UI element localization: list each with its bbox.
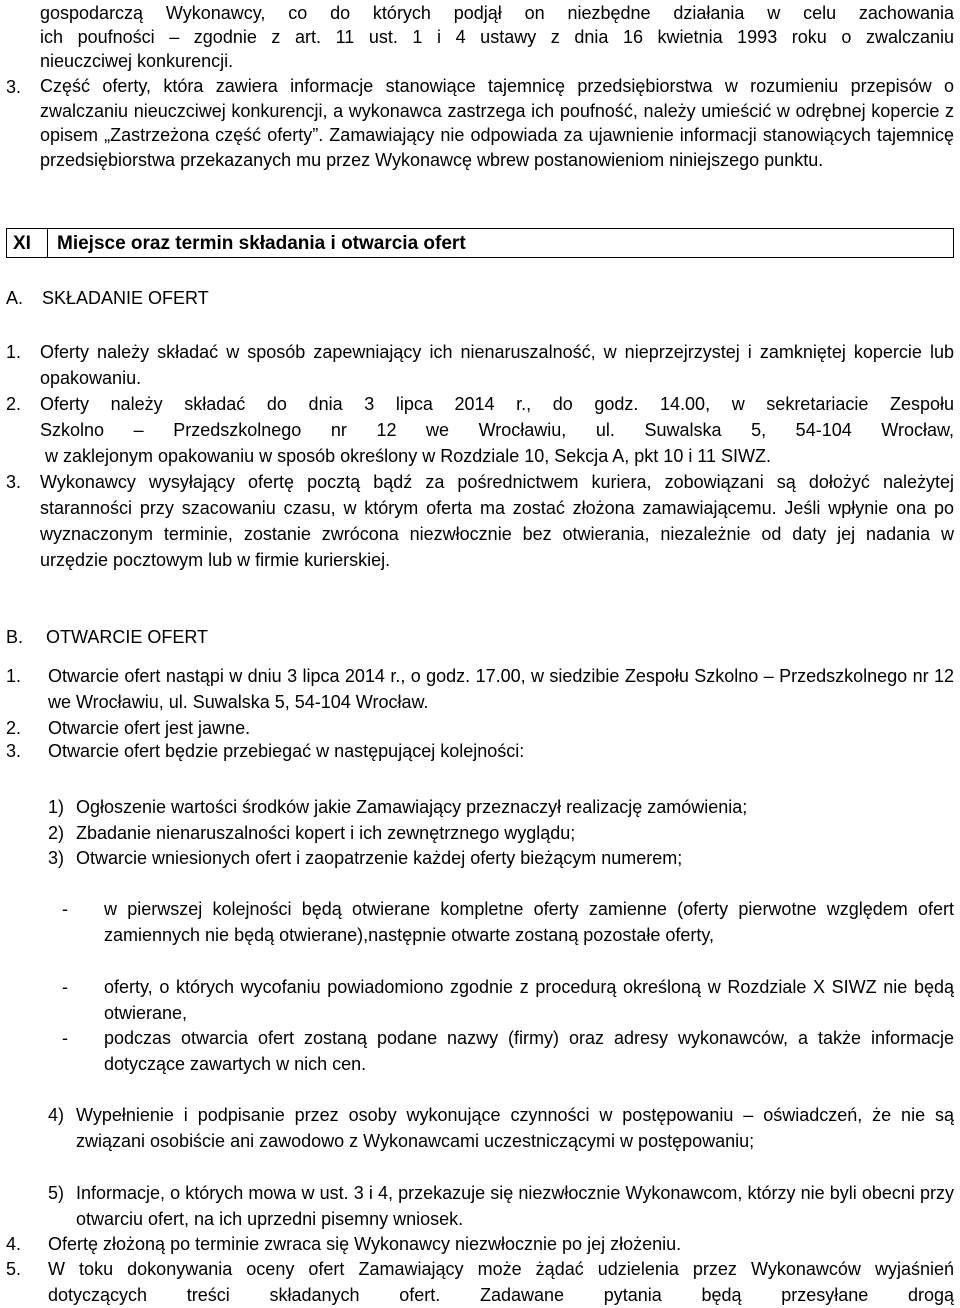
section-divider [47,229,48,257]
list-number: 3. [6,472,22,492]
step-number: 3) [48,848,65,868]
dash-bullet: - [62,977,68,997]
paragraph: Część oferty, która zawiera informacje stanowiące tajemnicę przedsiębiorstwa w rozumieniu przepisów o zwalczaniu nieuczciwej konkurencji, a wykonawca zastrzega ich poufność, należy umieścić w odrębnej kopercie z opisem „Zastrzeżona część oferty”. Zamawiający nie odpowiada za ujawnienie informacji stanowiących tajemnicę przedsiębiorstwa przekazanych mu przez Wykonawcę wbrew postanowieniom niniejszego punktu. [40,76,954,170]
step-number: 2) [48,823,65,843]
step-item [48,820,954,846]
list-number: 2. [6,394,22,414]
intro-line: ich poufności – zgodnie z art. 11 ust. 1 i 4 ustawy z dnia 16 kwietnia 1993 roku o zwalczaniu [40,27,954,47]
dash-bullet: - [62,1028,68,1048]
paragraph-line: Szkolno – Przedszkolnego nr 12 we Wrocławiu, ul. Suwalska 5, 54-104 Wrocław, [40,420,954,440]
dash-item [62,974,954,1026]
intro-line: gospodarczą Wykonawcy, co do których podjął on niezbędne działania w celu zachowania [40,3,954,23]
paragraph: W toku dokonywania oceny ofert Zamawiający może żądać udzielenia przez Wykonawców wyjaśnień dotyczących treści składanych ofert. Zadawane pytania będą przesyłane drogą [48,1259,954,1305]
paragraph: Otwarcie ofert nastąpi w dniu 3 lipca 2014 r., o godz. 17.00, w siedzibie Zespołu Szkolno – Przedszkolnego nr 12 we Wrocławiu, ul. Suwalska 5, 54-104 Wrocław. [48,666,954,712]
paragraph: Wypełnienie i podpisanie przez osoby wykonujące czynności w postępowaniu – oświadczeń, że nie są związani osobiście ani zawodowo z Wykonawcami uczestniczącymi w postępowaniu; [76,1105,954,1151]
paragraph: Otwarcie ofert jest jawne. [48,718,251,738]
list-number: 5. [6,1259,22,1279]
step-item [48,794,954,820]
list-item [6,663,954,715]
step-number: 1) [48,797,65,817]
paragraph: Zbadanie nienaruszalności kopert i ich zewnętrznego wyglądu; [76,823,576,843]
section-header [6,228,954,258]
list-number: 3. [6,741,22,761]
step-item [48,1180,954,1232]
dash-bullet: - [62,899,68,919]
part-heading [6,285,209,311]
part-label: B. [6,627,24,647]
list-number: 2. [6,718,22,738]
list-item [6,74,954,172]
step-number: 5) [48,1183,65,1203]
step-item [48,1102,954,1154]
list-item [6,469,954,573]
paragraph: w pierwszej kolejności będą otwierane kompletne oferty zamienne (oferty pierwotne względem ofert zamiennych nie będą otwierane),następnie otwarte zostaną pozostałe oferty, [104,899,954,945]
list-number: 4. [6,1234,22,1254]
section-title: Miejsce oraz termin składania i otwarcia ofert [57,233,466,254]
list-item [6,1231,954,1257]
list-item [6,339,954,391]
intro-line: nieuczciwej konkurencji. [40,51,234,71]
list-item [6,391,954,469]
list-item [6,738,954,764]
part-label: A. [6,288,24,308]
paragraph: Ofertę złożoną po terminie zwraca się Wykonawcy niezwłocznie po jej złożeniu. [48,1234,682,1254]
paragraph: podczas otwarcia ofert zostaną podane nazwy (firmy) oraz adresy wykonawców, a także informacje dotyczące zawartych w nich cen. [104,1028,954,1074]
paragraph: Wykonawcy wysyłający ofertę pocztą bądź za pośrednictwem kuriera, zobowiązani są dołożyć należytej staranności przy szacowaniu czasu, w którym oferta ma zostać złożona zamawiającemu. Jeśli wpłynie ona po wyznaczonym terminie, zostanie zwrócona niezwłocznie bez otwierania, niezależnie od daty jej nadania w urzędzie pocztowym lub w firmie kurierskiej. [40,472,954,570]
step-item [48,845,954,871]
part-heading [6,624,208,650]
dash-item [62,896,954,948]
paragraph: Otwarcie ofert będzie przebiegać w następującej kolejności: [48,741,525,761]
paragraph-line: w zaklejonym opakowaniu w sposób określony w Rozdziale 10, Sekcja A, pkt 10 i 11 SIWZ. [40,446,772,466]
part-title: OTWARCIE OFERT [46,627,208,647]
paragraph: Oferty należy składać w sposób zapewniający ich nienaruszalność, w nieprzejrzystej i zamkniętej kopercie lub opakowaniu. [40,342,954,388]
paragraph-line: Oferty należy składać do dnia 3 lipca 2014 r., do godz. 14.00, w sekretariacie Zespołu [40,394,954,414]
list-number: 1. [6,666,22,686]
list-item [6,1256,954,1308]
part-title: SKŁADANIE OFERT [42,288,209,308]
paragraph: Otwarcie wniesionych ofert i zaopatrzenie każdej oferty bieżącym numerem; [76,848,683,868]
list-number: 1. [6,342,22,362]
list-number: 3. [6,77,22,97]
paragraph: oferty, o których wycofaniu powiadomiono zgodnie z procedurą określoną w Rozdziale X SIWZ nie będą otwierane, [104,977,954,1023]
dash-item [62,1025,954,1077]
paragraph: Informacje, o których mowa w ust. 3 i 4, przekazuje się niezwłocznie Wykonawcom, którzy nie byli obecni przy otwarciu ofert, na ich uprzedni pisemny wniosek. [76,1183,954,1229]
section-number: XI [13,233,31,254]
paragraph: Ogłoszenie wartości środków jakie Zamawiający przeznaczył realizację zamówienia; [76,797,748,817]
step-number: 4) [48,1105,65,1125]
